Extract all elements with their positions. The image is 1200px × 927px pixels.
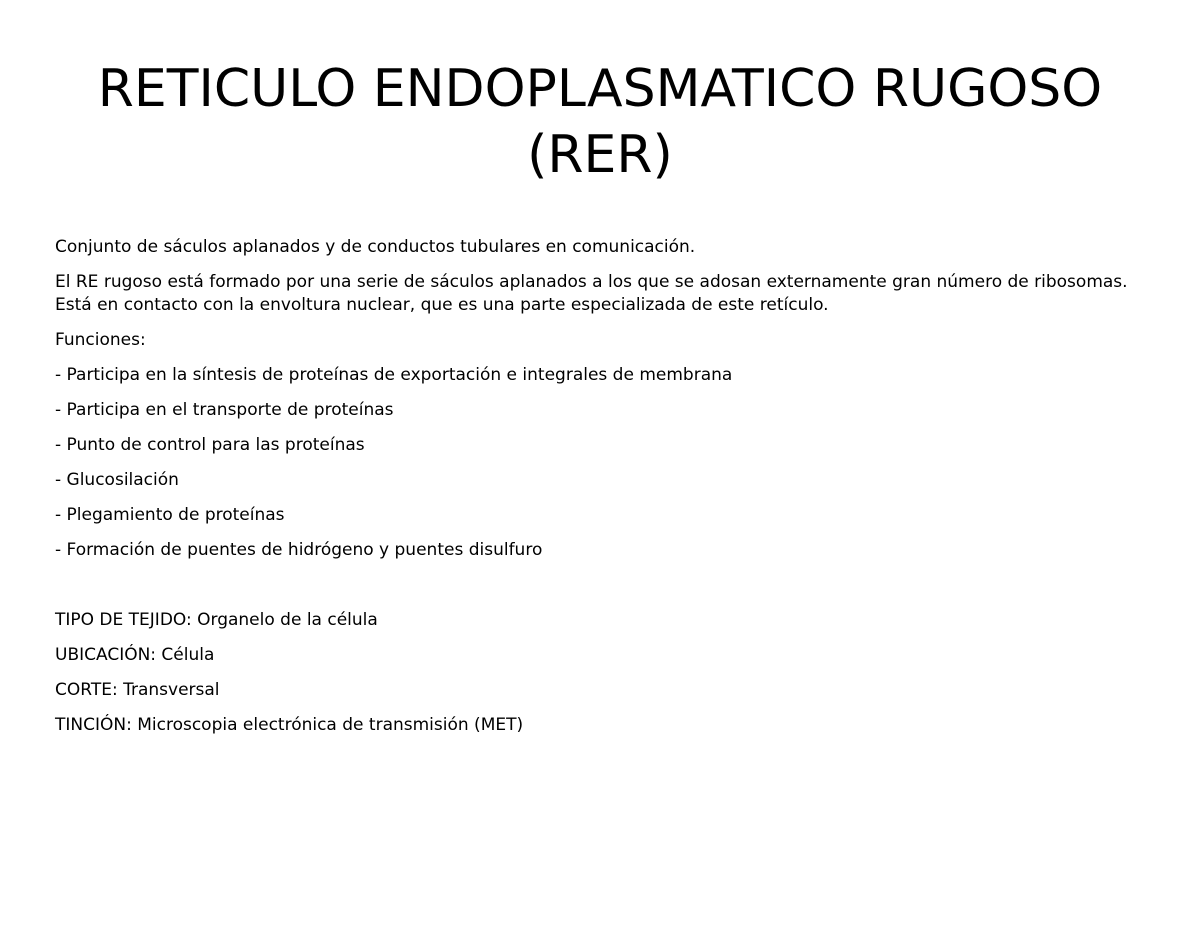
function-item: - Plegamiento de proteínas — [55, 505, 285, 525]
page-title-line-1: RETICULO ENDOPLASMATICO RUGOSO — [97, 59, 1103, 119]
tincion-line: TINCIÓN: Microscopia electrónica de transmisión (MET) — [55, 715, 524, 735]
page-title-line-2: (RER) — [527, 125, 673, 185]
tipo-de-tejido-line: TIPO DE TEJIDO: Organelo de la célula — [55, 610, 378, 630]
corte-line: CORTE: Transversal — [55, 680, 220, 700]
page-title — [40, 56, 1160, 188]
function-item: - Formación de puentes de hidrógeno y puentes disulfuro — [55, 540, 543, 560]
definition-paragraph: Conjunto de sáculos aplanados y de conductos tubulares en comunicación. — [55, 237, 696, 257]
functions-heading: Funciones: — [55, 330, 146, 350]
function-item: - Participa en el transporte de proteínas — [55, 400, 394, 420]
body-text — [55, 236, 1145, 749]
ubicacion-line: UBICACIÓN: Célula — [55, 645, 215, 665]
description-paragraph: El RE rugoso está formado por una serie de sáculos aplanados a los que se adosan externamente gran número de ribosomas. Está en contacto con la envoltura nuclear, que es una parte especializada de este retículo. — [55, 272, 1128, 315]
blank-line — [55, 574, 1145, 597]
function-item: - Punto de control para las proteínas — [55, 435, 365, 455]
function-item: - Participa en la síntesis de proteínas de exportación e integrales de membrana — [55, 365, 733, 385]
function-item: - Glucosilación — [55, 470, 179, 490]
